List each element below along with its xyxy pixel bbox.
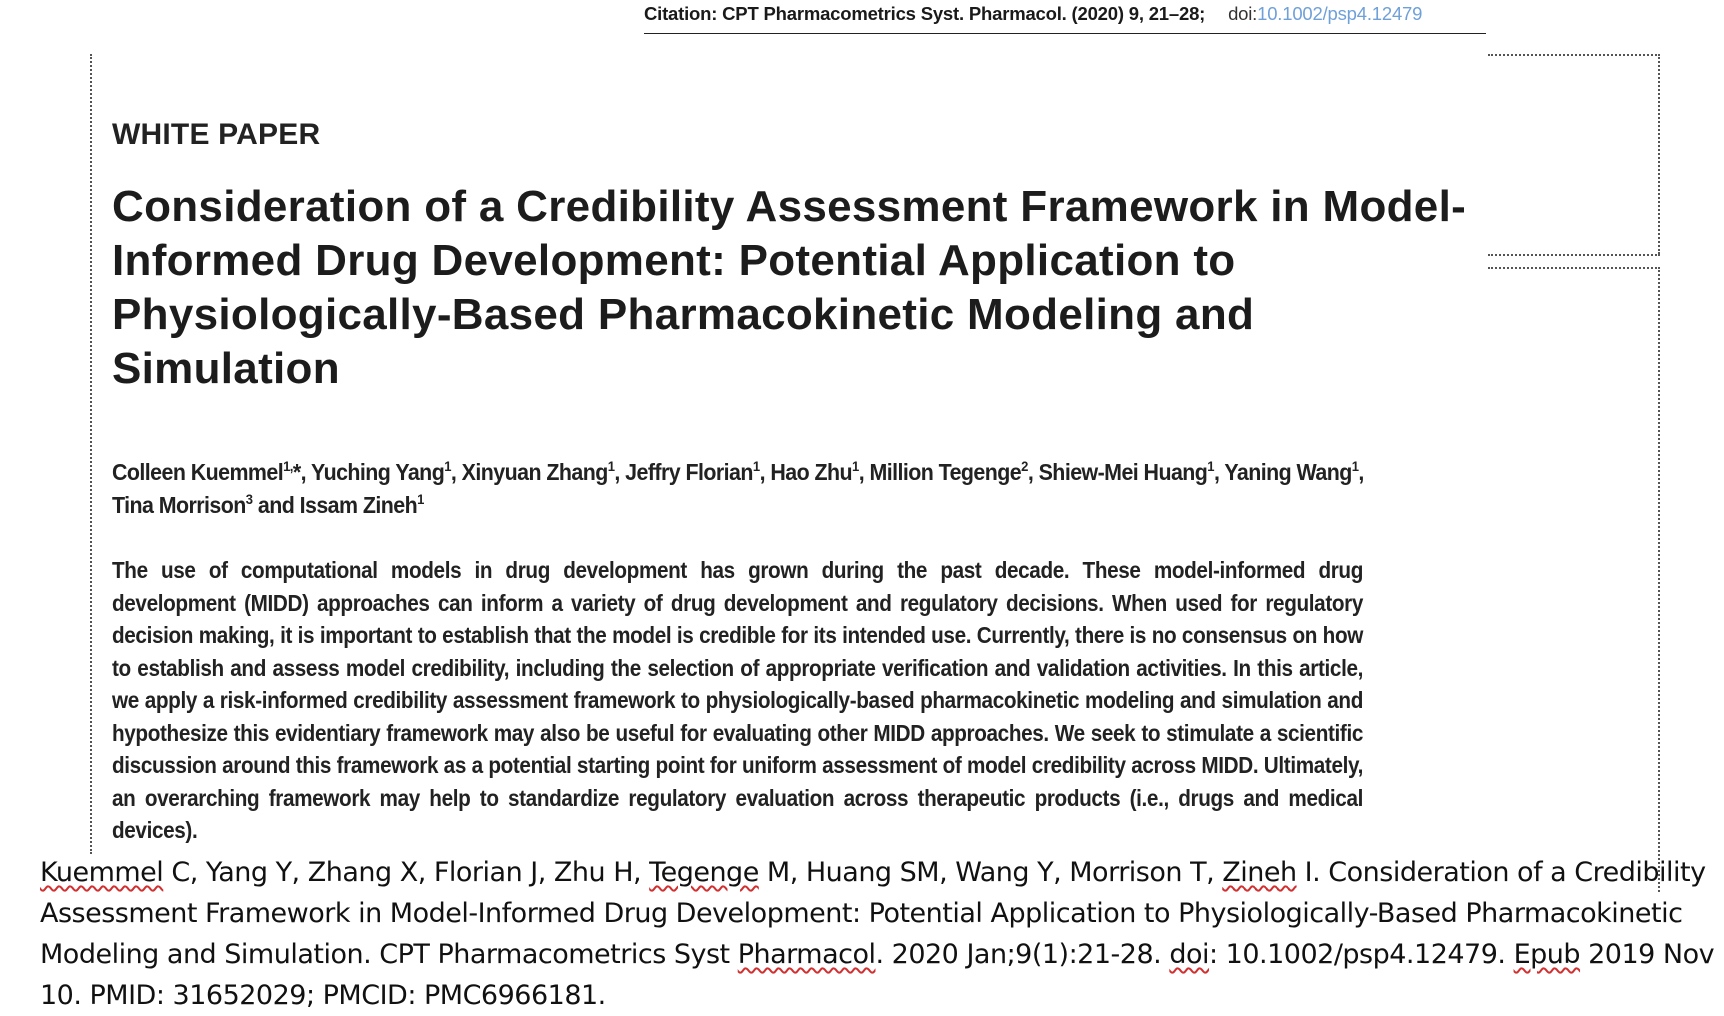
- doi-label: doi:: [1228, 3, 1258, 24]
- affiliation-superscript: 2: [1021, 458, 1028, 474]
- author-name: Xinyuan Zhang$^1$: [461, 458, 615, 485]
- author-name: Colleen Kuemmel$^{1,}$*: [112, 458, 301, 485]
- affiliation-superscript: 1: [1351, 458, 1359, 474]
- spellcheck-flagged-word: Tegenge: [649, 857, 759, 888]
- reference-text: 2019 Nov 10. PMID: 31652029; PMCID: PMC6966181.: [40, 939, 1715, 1011]
- author-name: Million Tegenge$^2$: [869, 458, 1028, 485]
- author-name: Shiew-Mei Huang$^1$: [1038, 458, 1214, 485]
- corresponding-author-mark: *: [292, 459, 301, 485]
- left-frame-guide: [90, 54, 92, 854]
- reference-text: M, Huang SM, Wang Y, Morrison T,: [758, 857, 1223, 888]
- right-frame-guide-upper: [1658, 54, 1660, 254]
- affiliation-superscript: 1: [444, 458, 451, 474]
- author-name: Yaning Wang$^1$: [1224, 458, 1359, 485]
- spellcheck-flagged-word: Zineh: [1222, 857, 1297, 888]
- affiliation-superscript: 1: [607, 458, 615, 474]
- author-list: Colleen Kuemmel$^{1,}$*, Yuching Yang$^1$, Xinyuan Zhang$^1$, Jeffry Florian$^1$, Hao Zhu$^1$, Million Tegenge$^2$, Shiew-Mei Huang$^1$, Yaning Wang$^1$, Tina Morrison$^3$ and Issam Zineh$^1$: [112, 458, 1364, 518]
- affiliation-superscript: 1: [417, 491, 424, 507]
- middle-right-frame-guide-a: [1488, 254, 1660, 256]
- reference-text: C, Yang Y, Zhang X, Florian J, Zhu H,: [163, 857, 650, 888]
- author-name: Issam Zineh$^1$: [299, 491, 424, 518]
- reference-text: . 2020 Jan;9(1):21-28.: [875, 939, 1170, 970]
- right-frame-guide-lower: [1658, 267, 1660, 892]
- abstract: The use of computational models in drug development has grown during the past decade. These model-informed drug development (MIDD) approaches can inform a variety of drug development and regulatory decisions. When used for regulatory decision making, it is important to establish that the model is credible for its intended use. Currently, there is no consensus on how to establish and assess model credibility, including the selection of appropriate verification and validation activities. In this article, we apply a risk-informed credibility assessment framework to physiologically-based pharmacokinetic modeling and simulation and hypothesize this evidentiary framework may also be useful for evaluating other MIDD approaches. We seek to stimulate a scientific discussion around this framework as a potential starting point for uniform assessment of model credibility across MIDD. Ultimately, an overarching framework may help to standardize regulatory evaluation across therapeutic products (i.e., drugs and medical devices).: [112, 557, 1363, 843]
- middle-right-frame-guide-b: [1488, 267, 1660, 269]
- affiliation-superscript: 1: [752, 458, 760, 474]
- reference-text: I. Consideration of a Credibility Assessment Framework in Model-Informed Drug Development: Potential Application to Physiologically-Based Pharmacokinetic Modeling and Simulation. CPT Pharmacometrics Syst: [40, 857, 1706, 970]
- doi-link[interactable]: 10.1002/psp4.12479: [1257, 3, 1423, 24]
- reference-text: : 10.1002/psp4.12479.: [1208, 939, 1514, 970]
- citation-text: Citation: CPT Pharmacometrics Syst. Pharmacol. (2020) 9, 21–28;: [644, 3, 1206, 24]
- spellcheck-flagged-word: Kuemmel: [40, 857, 164, 888]
- spellcheck-flagged-word: doi: [1169, 939, 1209, 970]
- paper-title: Consideration of a Credibility Assessment Framework in Model-Informed Drug Development: Potential Application to Physiologically-Based Pharmacokinetic Modeling and Simulation: [112, 182, 1467, 393]
- affiliation-superscript: 1: [1207, 458, 1214, 474]
- spellcheck-flagged-word: Epub: [1513, 939, 1581, 970]
- author-name: Tina Morrison$^3$: [112, 491, 253, 518]
- affiliation-superscript: 1: [852, 458, 859, 474]
- top-right-frame-guide: [1488, 54, 1660, 56]
- journal-citation-bar: [644, 2, 1486, 34]
- full-reference: [40, 852, 1720, 1016]
- affiliation-superscript: 1,: [283, 458, 293, 474]
- author-name: Hao Zhu$^1$: [770, 458, 859, 485]
- spellcheck-flagged-word: Pharmacol: [737, 939, 876, 970]
- affiliation-superscript: 3: [245, 491, 253, 507]
- section-label: WHITE PAPER: [112, 118, 321, 151]
- author-name: Yuching Yang$^1$: [311, 458, 451, 485]
- author-name: Jeffry Florian$^1$: [625, 458, 760, 485]
